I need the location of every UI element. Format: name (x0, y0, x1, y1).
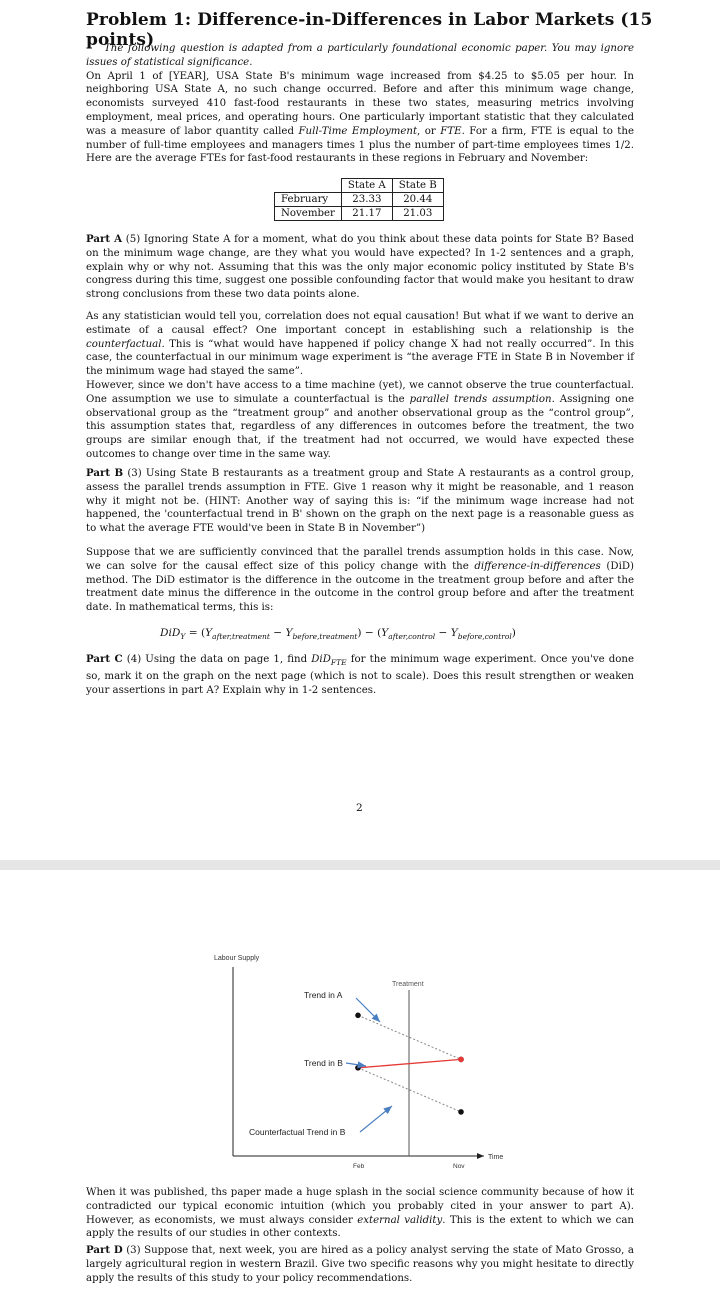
intro-paragraph (86, 42, 634, 166)
x-axis-label: Time (488, 1154, 504, 1161)
x-tick-feb: Feb (353, 1163, 365, 1170)
formula-y: Y (450, 627, 458, 639)
table-header-row (275, 179, 444, 193)
formula-minus: − (269, 627, 286, 639)
did-formula (160, 627, 516, 641)
did-fte-sub: FTE (330, 658, 347, 668)
data-point-trend-in-b-nov (458, 1057, 464, 1063)
causal-text-1: As any statistician would tell you, correlation does not equal causation! But what if we want to derive an estimate of a causal effect? One important concept in establishing such a relationship is the (86, 311, 634, 336)
data-point-counterfactual-trend-in-b-feb (355, 1065, 361, 1071)
parallel-trends-term: parallel trends assumption (409, 393, 552, 405)
problem-title: Problem 1: Difference-in-Differences in Labor Markets (15 points) (86, 10, 653, 50)
part-c-text-2: for the minimum wage experiment. Once you've done so, mark it on the graph on the next page (which is not to scale). Does this result strengthen or weaken your assertions in part A? Explain why in 1-2 sentences. (86, 654, 634, 696)
table-cell: 20.44 (392, 193, 443, 207)
table-row-label: November (275, 207, 342, 221)
external-validity-term: external validity (357, 1214, 443, 1226)
data-point-trend-in-a-feb (355, 1013, 361, 1019)
counterfactual-term: counterfactual (86, 338, 162, 350)
ext-text-2: . This is the extent to which we can apply the results of our studies in other contexts. (86, 1214, 634, 1240)
intro-text-end: . For a firm, FTE is equal to the number of full-time employees and managers times 1 plus the number of part-time employees times 1/2. Here are the average FTEs for fast-food restaurants in these regions in February and November: (86, 125, 634, 165)
did-text-2: (DiD) method. The DiD estimator is the difference in the outcome in the treatment group before and after the treatment date minus the difference in the outcome in the control group before and after the treatment date. In mathematical terms, this is: (86, 560, 634, 614)
trend-b-label: Trend in B (304, 1058, 343, 1068)
counterfactual-arrow (360, 1106, 392, 1132)
did-text-1: Suppose that we are sufficiently convinced that the parallel trends assumption holds in this case. Now, we can solve for the causal effect size of this policy change with the (86, 547, 634, 572)
page-2 (0, 870, 720, 1296)
table-row-label: February (275, 193, 342, 207)
trend-a-arrow (356, 998, 380, 1022)
causal-text-3: However, since we don't have access to a time machine (yet), we cannot observe the true counterfactual. One assumption we use to simulate a counterfactual is the (86, 379, 634, 405)
fte-term: Full-Time Employment (298, 125, 418, 137)
did-paragraph (86, 546, 634, 615)
intro-italic: The following question is adapted from a particularly foundational economic paper. You may ignore issues of statistical significance. (86, 43, 634, 68)
counterfactual-label: Counterfactual Trend in B (249, 1127, 346, 1137)
part-a (86, 233, 634, 302)
fte-abbr: FTE (440, 125, 462, 137)
x-tick-nov: Nov (453, 1163, 465, 1170)
table-cell: 21.03 (392, 207, 443, 221)
table-row (275, 207, 444, 221)
formula-sub: before,control (457, 632, 512, 642)
intro-text-1: On April 1 of [YEAR], USA State B's minimum wage increased from $4.25 to $5.05 per hour. In neighboring USA State A, no such change occurred. Before and after this minimum wage change, economists surveyed 410 fast-food restaurants in these two states, measuring metrics involving employment, meal prices, and operating hours. One particularly important statistic that they calculated was a measure of labor quantity called (86, 70, 634, 137)
table-cell: 21.17 (341, 207, 392, 221)
formula-minus: − (435, 627, 451, 639)
part-c (86, 653, 634, 697)
table-cell: 23.33 (341, 193, 392, 207)
part-b-label: Part B (86, 467, 124, 479)
intro-text-mid: , or (417, 125, 441, 137)
formula-lhs-sub: Y (180, 632, 186, 642)
formula-sub: after,treatment (212, 632, 270, 642)
external-validity-paragraph (86, 1186, 634, 1241)
did-fte: DiD (311, 654, 331, 665)
table-row (275, 193, 444, 207)
formula-sub: after,control (388, 632, 436, 642)
formula-y: Y (285, 627, 293, 639)
causal-text-2: . This is “what would have happened if policy change X had not really occurred”. In this case, the counterfactual in our minimum wage experiment is “the average FTE in State B in November if the minimum wage had stayed the same”. (86, 338, 634, 378)
table-corner (275, 179, 342, 193)
trend-b-arrow (346, 1063, 366, 1066)
ext-text-1: When it was published, ths paper made a huge splash in the social science community because of how it contradicted our typical economic intuition (which you probably cited in your answer to part A). However, as economists, we must always consider (86, 1187, 634, 1226)
trend-a-label: Trend in A (304, 990, 343, 1000)
formula-sub: before,treatment (292, 632, 358, 642)
part-d-text: (3) Suppose that, next week, you are hired as a policy analyst serving the state of Mato Grosso, a largely agricultural region in western Brazil. Give two specific reasons why you might hesitate to directly apply the results of this study to your policy recommendations. (86, 1245, 634, 1284)
formula-y: Y (205, 627, 213, 639)
y-axis-label: Labour Supply (214, 955, 260, 962)
table-header: State A (341, 179, 392, 193)
formula-mid: ) − ( (357, 627, 382, 639)
formula-y: Y (381, 627, 389, 639)
formula-end: ) (511, 627, 516, 639)
part-c-text-1: (4) Using the data on page 1, find (122, 654, 312, 665)
part-d-label: Part D (86, 1244, 123, 1256)
part-b-text: (3) Using State B restaurants as a treatment group and State A restaurants as a control group, assess the parallel trends assumption in FTE. Give 1 reason why it might be reasonable, and 1 reason why it might not be. (HINT: Another way of saying this is: “if the minimum wage increase had not happened, the 'counterfactual trend in B' shown on the graph on the next page is a reasonable guess as to what the average FTE would've been in State B in November”) (86, 468, 634, 535)
formula-lhs: DiD (160, 627, 181, 639)
fte-table (274, 178, 444, 221)
data-point-counterfactual-trend-in-b-nov (458, 1109, 464, 1115)
part-d (86, 1244, 634, 1285)
treatment-label: Treatment (392, 981, 424, 988)
table-header: State B (392, 179, 443, 193)
page-separator (0, 860, 720, 870)
causal-paragraph (86, 310, 634, 462)
part-a-text: (5) Ignoring State A for a moment, what do you think about these data points for State B? Based on the minimum wage change, are they what you would have expected? In 1-2 sentences and a graph, explain why or why not. Assuming that this was the only major economic policy instituted by State B's congress during this time, suggest one possible confounding factor that would make you hesitant to draw strong conclusions from these two data points alone. (86, 234, 634, 301)
causal-text-4: . Assigning one observational group as the “treatment group” and another observational group as the “control group”, this assumption states that, regardless of any differences in outcomes before the treatment, the two groups are similar enough that, if the treatment had not occurred, we would have expected these outcomes to change over time in the same way. (86, 393, 634, 460)
did-term: difference-in-differences (474, 560, 601, 572)
page-number: 2 (356, 802, 363, 814)
part-b (86, 467, 634, 536)
formula-eq: = ( (185, 627, 206, 639)
part-c-label: Part C (86, 653, 123, 665)
part-a-label: Part A (86, 233, 123, 245)
did-chart (0, 870, 720, 1170)
